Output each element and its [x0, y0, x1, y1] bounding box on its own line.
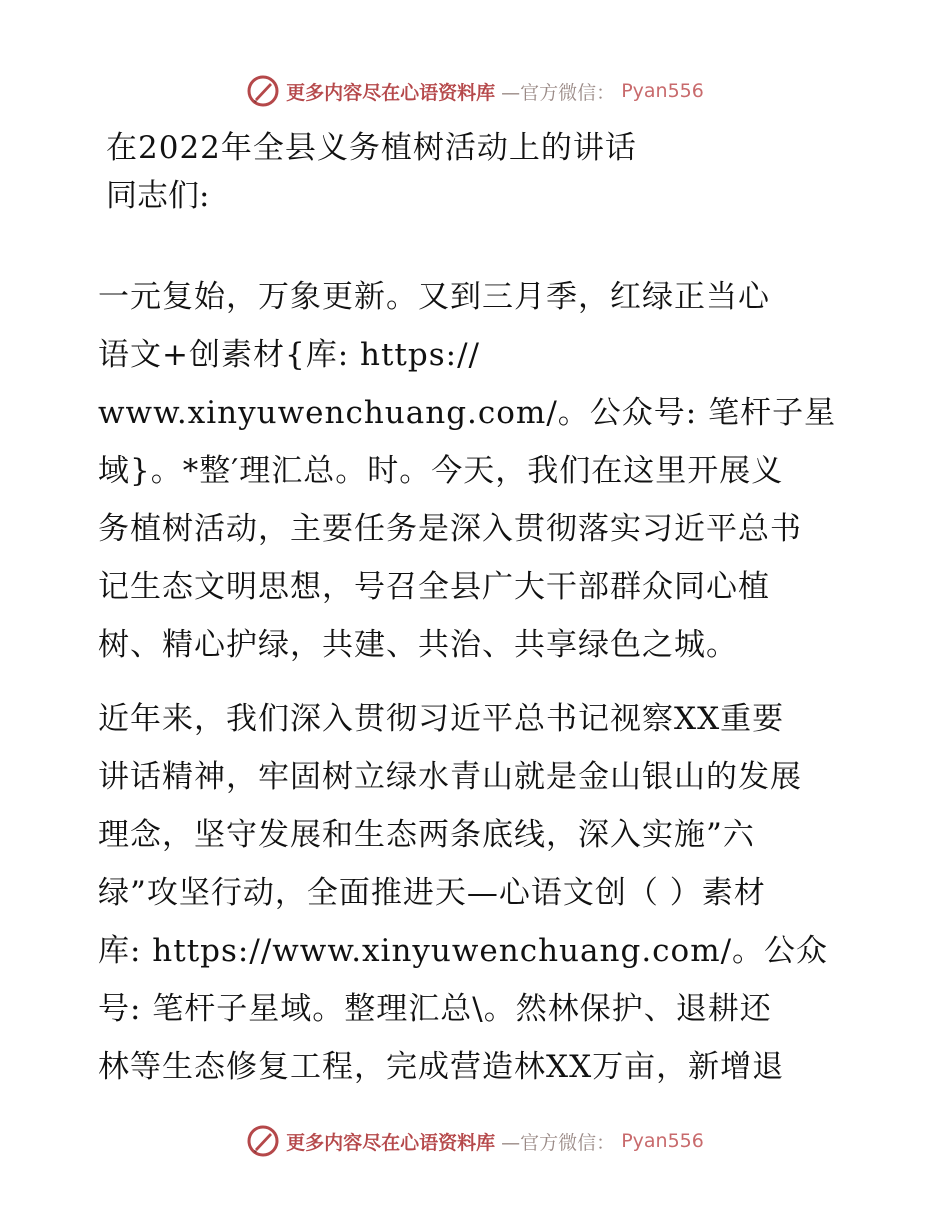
paragraph-line: 一元复始，万象更新。又到三月季，红绿正当心	[98, 279, 770, 315]
paragraph-line: 域}。*整′理汇总。时。今天，我们在这里开展义	[98, 453, 784, 489]
paragraph-1	[98, 268, 858, 674]
paragraph-line: 记生态文明思想，号召全县广大干部群众同心植	[98, 569, 770, 605]
paragraph-line: 树、精心护绿，共建、共治、共享绿色之城。	[98, 627, 738, 663]
paragraph-2	[98, 690, 858, 1096]
watermark-sub-text: —官方微信：	[501, 1131, 616, 1154]
watermark-sub-text: —官方微信：	[501, 81, 616, 104]
header-watermark	[0, 71, 950, 111]
salutation: 同志们:	[106, 178, 210, 214]
paragraph-line: 号: 笔杆子星域。整理汇总\。然林保护、退耕还	[98, 991, 772, 1027]
watermark-handle: Pyan556	[621, 80, 704, 102]
watermark-main-text: 更多内容尽在心语资料库	[286, 1131, 496, 1154]
quill-logo-icon	[246, 1124, 280, 1158]
paragraph-line: 理念，坚守发展和生态两条底线，深入实施”六	[98, 817, 755, 853]
paragraph-line: 讲话精神，牢固树立绿水青山就是金山银山的发展	[98, 759, 802, 795]
watermark-handle: Pyan556	[621, 1130, 704, 1152]
paragraph-line: 务植树活动，主要任务是深入贯彻落实习近平总书	[98, 511, 802, 547]
paragraph-line: 语文+创素材{库: https://	[98, 337, 480, 373]
paragraph-line: www.xinyuwenchuang.com/。公众号: 笔杆子星	[98, 395, 837, 431]
paragraph-line: 近年来，我们深入贯彻习近平总书记视察XX重要	[98, 701, 785, 737]
watermark-main-text: 更多内容尽在心语资料库	[286, 81, 496, 104]
quill-logo-icon	[246, 74, 280, 108]
paragraph-line: 绿”攻坚行动，全面推进天—心语文创（ ）素材	[98, 875, 766, 911]
paragraph-line: 林等生态修复工程，完成营造林XX万亩，新增退	[98, 1049, 785, 1085]
document-title: 在2022年全县义务植树活动上的讲话	[106, 130, 637, 166]
footer-watermark	[0, 1121, 950, 1161]
paragraph-line: 库: https://www.xinyuwenchuang.com/。公众	[98, 933, 829, 969]
